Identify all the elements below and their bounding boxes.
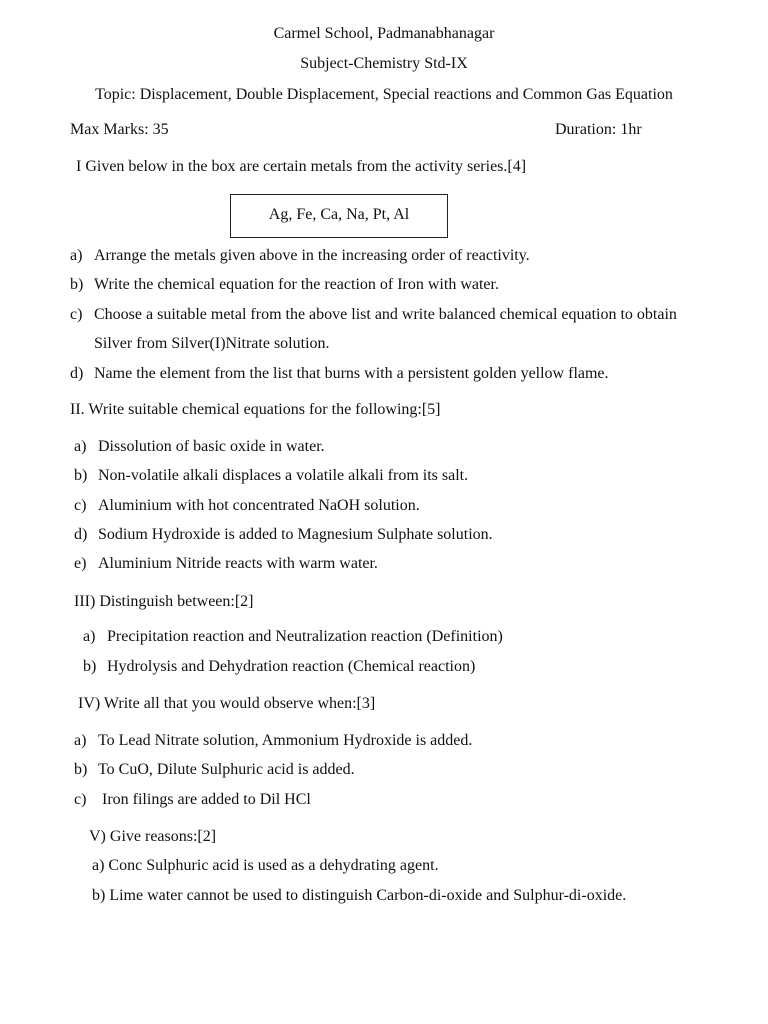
q2-heading: II. Write suitable chemical equations for the following:[5] [70,401,441,418]
q3-heading: III) Distinguish between:[2] [74,593,254,610]
q1-item-b [70,275,499,295]
q2-item-c [74,496,420,516]
q2-item-a [74,437,325,457]
q1-heading: I Given below in the box are certain metals from the activity series.[4] [76,158,527,175]
item-text: Precipitation reaction and Neutralization reaction (Definition) [107,628,503,645]
q1-item-c-continued: Silver from Silver(I)Nitrate solution. [94,335,330,352]
item-text: Aluminium with hot concentrated NaOH solution. [98,497,420,514]
item-text: Write the chemical equation for the reaction of Iron with water. [94,276,499,293]
school-name: Carmel School, Padmanabhanagar [273,25,495,42]
item-text: Hydrolysis and Dehydration reaction (Chemical reaction) [107,658,476,675]
duration: Duration: 1hr [555,121,642,138]
item-label: a) [74,438,87,455]
subject-line: Subject-Chemistry Std-IX [300,55,468,72]
max-marks: Max Marks: 35 [70,121,169,138]
item-label: a) [74,732,87,749]
q3-item-b [83,657,475,677]
q1-item-a [70,246,530,266]
item-text: Choose a suitable metal from the above list and write balanced chemical equation to obtain [94,306,677,323]
q4-item-b [74,760,355,780]
q4-item-c [74,790,311,810]
item-label: c) [74,791,87,808]
q2-item-b [74,466,468,486]
item-label: c) [70,306,83,323]
item-label: b) [74,761,88,778]
item-text: To Lead Nitrate solution, Ammonium Hydroxide is added. [98,732,473,749]
q1-item-d [70,364,609,384]
item-label: e) [74,555,87,572]
item-text: Dissolution of basic oxide in water. [98,438,325,455]
item-text: To CuO, Dilute Sulphuric acid is added. [98,761,355,778]
topic-line: Topic: Displacement, Double Displacement, Special reactions and Common Gas Equation [95,86,673,103]
item-label: b) [74,467,88,484]
q4-heading: IV) Write all that you would observe when:[3] [78,695,376,712]
item-label: b) [70,276,84,293]
item-text: Sodium Hydroxide is added to Magnesium Sulphate solution. [98,526,493,543]
q5-item-b: b) Lime water cannot be used to distinguish Carbon-di-oxide and Sulphur-di-oxide. [92,887,627,904]
q1-item-c [70,305,677,325]
item-text: Arrange the metals given above in the increasing order of reactivity. [94,247,530,264]
q5-item-a: a) Conc Sulphuric acid is used as a dehydrating agent. [92,857,439,874]
item-text: Non-volatile alkali displaces a volatile alkali from its salt. [98,467,469,484]
q3-item-a [83,627,503,647]
item-label: d) [74,526,88,543]
item-label: d) [70,365,84,382]
item-label: a) [83,628,96,645]
q4-item-a [74,731,472,751]
item-label: b) [83,658,97,675]
item-text: Aluminium Nitride reacts with warm water. [98,555,378,572]
item-text: Iron filings are added to Dil HCl [102,791,311,808]
item-text: Name the element from the list that burns with a persistent golden yellow flame. [94,365,609,382]
q2-item-d [74,525,493,545]
item-label: a) [70,247,83,264]
q2-item-e [74,554,378,574]
q5-heading: V) Give reasons:[2] [89,828,217,845]
item-label: c) [74,497,87,514]
metals-box: Ag, Fe, Ca, Na, Pt, Al [230,194,448,238]
